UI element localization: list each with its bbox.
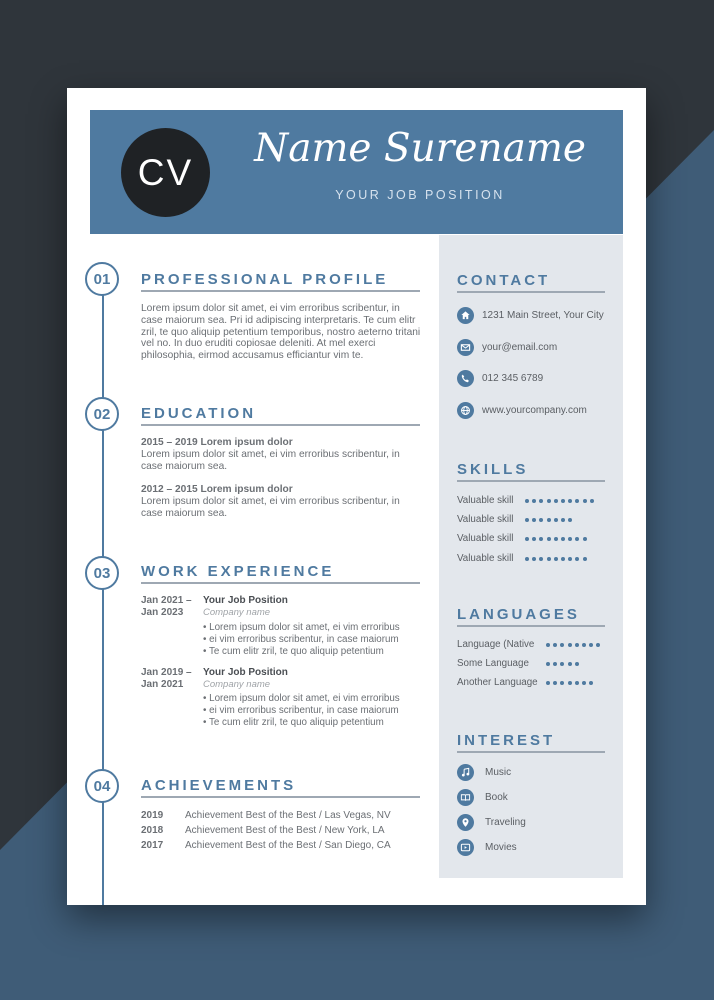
interest-label: Movies: [485, 841, 517, 853]
work-date-start: Jan 2019 –: [141, 667, 192, 678]
level-dot: [547, 499, 551, 503]
candidate-name: Name Surename: [254, 126, 586, 171]
interest-label: Music: [485, 766, 512, 778]
section-title-interest: INTEREST: [457, 732, 605, 753]
level-dot: [525, 518, 529, 522]
level-dot: [583, 557, 587, 561]
education-entry: [141, 484, 421, 519]
location-pin-icon: [457, 814, 474, 831]
work-bullet: • Lorem ipsum dolor sit amet, ei vim erroribus: [203, 693, 400, 704]
skill-level: [525, 533, 587, 545]
language-label: Language (Native: [457, 639, 535, 650]
achievement-row: [141, 825, 431, 836]
language-row: [457, 639, 534, 651]
level-dot: [546, 662, 550, 666]
level-dot: [583, 537, 587, 541]
level-dot: [582, 681, 586, 685]
level-dot: [575, 537, 579, 541]
work-date-end: Jan 2021: [141, 678, 184, 690]
level-dot: [547, 537, 551, 541]
level-dot: [547, 518, 551, 522]
level-dot: [525, 537, 529, 541]
level-dot: [575, 662, 579, 666]
section-number: 03: [85, 556, 119, 590]
skill-row: [457, 553, 513, 565]
work-bullet: • Te cum elitr zril, te quo aliquip petentium: [203, 716, 384, 728]
level-dot: [553, 643, 557, 647]
section-title-education: EDUCATION: [141, 405, 420, 426]
work-bullet: • ei vim erroribus scribentur, in case maiorum: [203, 704, 399, 716]
job-position: YOUR JOB POSITION: [335, 188, 505, 202]
level-dot: [561, 499, 565, 503]
music-icon: [457, 764, 474, 781]
level-dot: [547, 557, 551, 561]
achievement-row: [141, 840, 431, 851]
level-dot: [596, 643, 600, 647]
contact-email-text: your@email.com: [482, 341, 558, 353]
contact-email: [457, 338, 617, 356]
contact-address: [457, 306, 617, 324]
level-dot: [568, 499, 572, 503]
language-level: [546, 658, 579, 670]
level-dot: [554, 557, 558, 561]
language-row: [457, 658, 529, 670]
profile-text: Lorem ipsum dolor sit amet, ei vim erroribus scribentur, in case maiorum sea. Pri id adipiscing interpretaris. Te cum elitr zril, te quo aliquip petentium temporibus, nostro aeterno tritani vel no. In duo eruditi copiosae deleniti. At mel exerci philosophia, eirmod accusamus efficiantur vim te.: [141, 303, 421, 362]
achievement-text: Achievement Best of the Best / San Diego, CA: [185, 840, 391, 851]
level-dot: [575, 499, 579, 503]
language-level: [546, 639, 600, 651]
level-dot: [546, 681, 550, 685]
level-dot: [560, 662, 564, 666]
level-dot: [525, 557, 529, 561]
section-number: 01: [85, 262, 119, 296]
achievement-year: 2017: [141, 840, 164, 851]
work-date: [141, 667, 201, 691]
work-bullet: • Lorem ipsum dolor sit amet, ei vim erroribus: [203, 622, 400, 633]
interest-label: Traveling: [485, 816, 526, 828]
interest-row: [457, 813, 526, 831]
work-bullet: • Te cum elitr zril, te quo aliquip petentium: [203, 645, 384, 657]
skill-row: [457, 533, 513, 545]
section-title-languages: LANGUAGES: [457, 606, 605, 627]
contact-website: [457, 401, 617, 419]
level-dot: [568, 557, 572, 561]
level-dot: [560, 681, 564, 685]
level-dot: [532, 557, 536, 561]
level-dot: [561, 557, 565, 561]
resume-page: [67, 88, 646, 905]
education-entry: [141, 437, 421, 472]
education-entry-title: 2012 – 2015 Lorem ipsum dolor: [141, 484, 293, 495]
work-date-start: Jan 2021 –: [141, 595, 192, 606]
skill-row: [457, 514, 513, 526]
level-dot: [589, 643, 593, 647]
achievement-text: Achievement Best of the Best / New York, LA: [185, 825, 385, 836]
section-title-work: WORK EXPERIENCE: [141, 563, 420, 584]
skill-label: Valuable skill: [457, 553, 514, 564]
interest-row: [457, 788, 508, 806]
level-dot: [539, 499, 543, 503]
level-dot: [590, 499, 594, 503]
movie-icon: [457, 839, 474, 856]
level-dot: [539, 518, 543, 522]
skill-level: [525, 553, 587, 565]
level-dot: [568, 643, 572, 647]
level-dot: [546, 643, 550, 647]
achievement-text: Achievement Best of the Best / Las Vegas, NV: [185, 810, 391, 821]
globe-icon: [457, 402, 474, 419]
level-dot: [568, 518, 572, 522]
level-dot: [568, 662, 572, 666]
work-position: Your Job Position: [203, 667, 288, 678]
contact-website-text: www.yourcompany.com: [482, 404, 587, 416]
achievement-year: 2018: [141, 825, 164, 836]
home-icon: [457, 307, 474, 324]
contact-phone: [457, 369, 617, 387]
book-icon: [457, 789, 474, 806]
section-number: 04: [85, 769, 119, 803]
language-label: Some Language: [457, 658, 529, 669]
level-dot: [561, 518, 565, 522]
skill-row: [457, 495, 513, 507]
education-entry-text: Lorem ipsum dolor sit amet, ei vim erroribus scribentur, in case maiorum sea.: [141, 495, 400, 519]
level-dot: [532, 537, 536, 541]
work-position: Your Job Position: [203, 595, 288, 606]
skill-label: Valuable skill: [457, 533, 514, 544]
work-bullet: • ei vim erroribus scribentur, in case maiorum: [203, 633, 399, 645]
interest-label: Book: [485, 791, 508, 803]
achievement-year: 2019: [141, 810, 164, 821]
work-company: Company name: [203, 679, 271, 690]
section-title-contact: CONTACT: [457, 272, 605, 293]
work-bullets: [203, 622, 428, 657]
language-level: [546, 677, 593, 689]
level-dot: [582, 643, 586, 647]
level-dot: [553, 662, 557, 666]
level-dot: [554, 537, 558, 541]
level-dot: [561, 537, 565, 541]
skill-level: [525, 514, 572, 526]
language-label: Another Language: [457, 677, 538, 688]
level-dot: [553, 681, 557, 685]
skill-label: Valuable skill: [457, 495, 514, 506]
phone-icon: [457, 370, 474, 387]
interest-row: [457, 763, 511, 781]
education-entry-text: Lorem ipsum dolor sit amet, ei vim erroribus scribentur, in case maiorum sea.: [141, 448, 400, 472]
achievement-row: [141, 810, 431, 821]
level-dot: [575, 643, 579, 647]
level-dot: [575, 557, 579, 561]
level-dot: [532, 499, 536, 503]
level-dot: [554, 518, 558, 522]
timeline-line: [102, 278, 104, 905]
level-dot: [560, 643, 564, 647]
interest-row: [457, 838, 517, 856]
contact-phone-text: 012 345 6789: [482, 372, 544, 384]
contact-address-text: 1231 Main Street, Your City: [482, 309, 604, 321]
cv-badge: CV: [121, 128, 210, 217]
level-dot: [539, 557, 543, 561]
level-dot: [575, 681, 579, 685]
section-number: 02: [85, 397, 119, 431]
level-dot: [568, 681, 572, 685]
section-title-skills: SKILLS: [457, 461, 605, 482]
level-dot: [532, 518, 536, 522]
level-dot: [583, 499, 587, 503]
work-date: [141, 595, 201, 619]
level-dot: [554, 499, 558, 503]
skill-level: [525, 495, 594, 507]
level-dot: [589, 681, 593, 685]
level-dot: [539, 537, 543, 541]
language-row: [457, 677, 538, 689]
education-entry-title: 2015 – 2019 Lorem ipsum dolor: [141, 437, 293, 448]
level-dot: [568, 537, 572, 541]
resume-header: [90, 110, 623, 234]
work-company: Company name: [203, 607, 271, 618]
skill-label: Valuable skill: [457, 514, 514, 525]
section-title-profile: PROFESSIONAL PROFILE: [141, 271, 420, 292]
level-dot: [525, 499, 529, 503]
section-title-achievements: ACHIEVEMENTS: [141, 777, 420, 798]
work-bullets: [203, 693, 428, 728]
work-date-end: Jan 2023: [141, 606, 184, 618]
email-icon: [457, 339, 474, 356]
